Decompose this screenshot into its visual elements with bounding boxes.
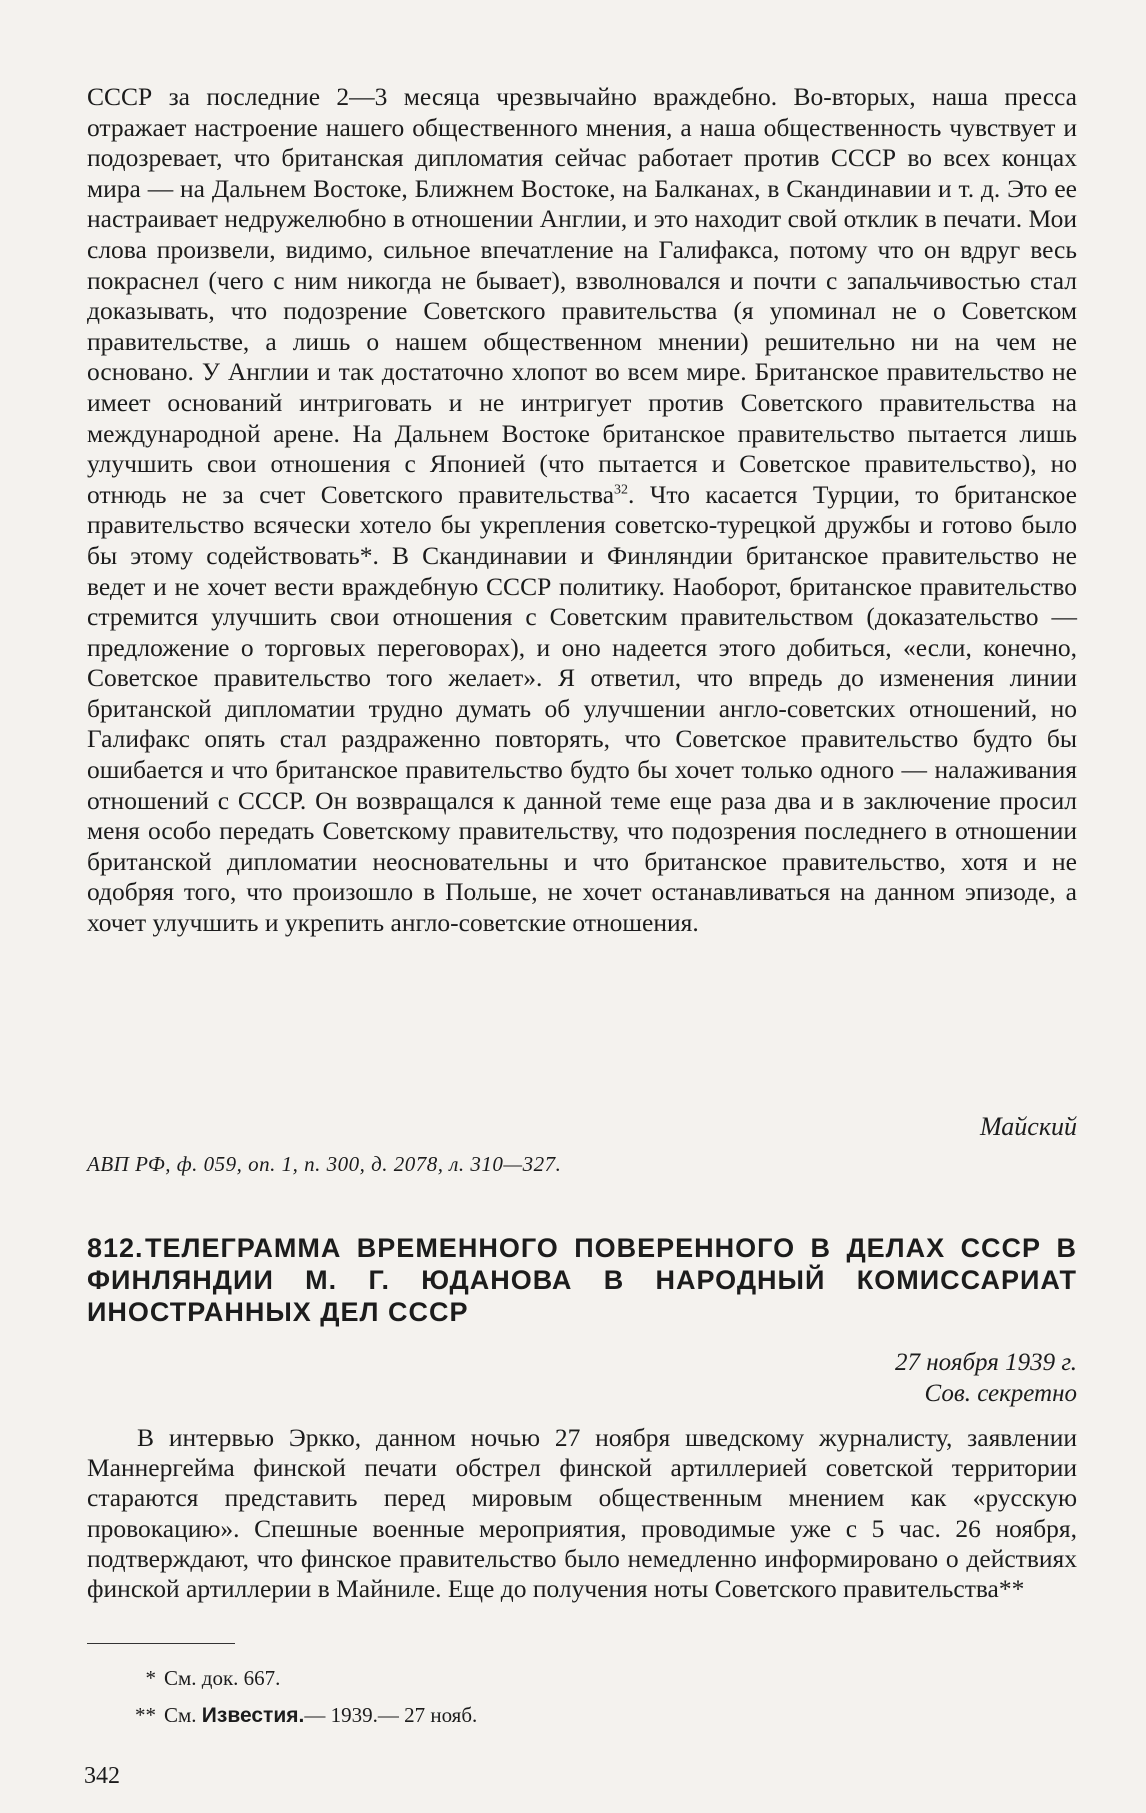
- footnote-source: Известия.: [201, 1704, 305, 1727]
- document-classification: Сов. секретно: [924, 1380, 1077, 1407]
- document-title: ТЕЛЕГРАММА ВРЕМЕННОГО ПОВЕРЕННОГО В ДЕЛАХ СССР В ФИНЛЯНДИИ М. Г. ЮДАНОВА В НАРОДНЫЙ КОМИССАРИАТ ИНОСТРАННЫХ ДЕЛ СССР: [87, 1233, 1077, 1327]
- footnote-2: [120, 1697, 477, 1734]
- footnote-prefix: См.: [164, 1703, 202, 1727]
- document-number: 812.: [87, 1233, 144, 1263]
- telegram-paragraph: В интервью Эркко, данном ночью 27 ноября шведскому журналисту, заявлении Маннергейма финской печати обстрел финской артиллерией советской территории стараются представить перед мировым общественным мнением как «русскую провокацию». Спешные военные мероприятия, проводимые уже с 5 час. 26 ноября, подтверждают, что финское правительство было немедленно информировано о действиях финской артиллерии в Майниле. Еще до получения ноты Советского правительства**: [87, 1423, 1077, 1604]
- telegram-text: [87, 1423, 1077, 1604]
- paragraph-text-part1: СССР за последние 2—3 месяца чрезвычайно враждебно. Во-вторых, наша пресса отражает настроение нашего общественного мнения, а наша общественность чувствует и подозревает, что британская дипломатия сейчас работает против СССР во всех концах мира — на Дальнем Востоке, Ближнем Востоке, на Балканах, в Скандинавии и т. д. Это ее настраивает недружелюбно в отношении Англии, и это находит свой отклик в печати. Мои слова произвели, видимо, сильное впечатление на Галифакса, потому что он вдруг весь покраснел (чего с ним никогда не бывает), взволновался и почти с запальчивостью стал доказывать, что подозрение Советского правительства (я упоминал не о Советском правительстве, а лишь о нашем общественном мнении) решительно ни на чем не основано. У Англии и так достаточно хлопот во всем мире. Британское правительство не имеет оснований интриговать и не интригует против Советского правительства на международной арене. На Дальнем Востоке британское правительство пытается лишь улучшить свои отношения с Японией (что пытается и Советское правительство), но отнюдь не за счет Советского правительства: [87, 82, 1077, 509]
- footnote-suffix: — 1939.— 27 нояб.: [304, 1703, 478, 1727]
- body-paragraph: [87, 82, 1077, 939]
- document-date: 27 ноября 1939 г.: [895, 1349, 1077, 1376]
- signature: Майский: [980, 1112, 1077, 1141]
- main-text: [87, 82, 1077, 939]
- document-date-block: [895, 1347, 1077, 1409]
- document-heading: [87, 1232, 1077, 1328]
- endnote-reference[interactable]: 32: [614, 482, 629, 498]
- footnotes: [120, 1660, 477, 1734]
- footnote-1: [120, 1660, 477, 1697]
- footnote-mark: **: [135, 1703, 156, 1727]
- page-number: 342: [84, 1763, 120, 1789]
- footnote-divider: [87, 1643, 235, 1644]
- archive-reference: АВП РФ, ф. 059, оп. 1, п. 300, д. 2078, л. 310—327.: [87, 1152, 562, 1176]
- footnote-text: См. док. 667.: [164, 1666, 281, 1690]
- footnote-mark: *: [145, 1666, 156, 1690]
- paragraph-text-part2: . Что касается Турции, то британское правительство всячески хотело бы укрепления советско-турецкой дружбы и готово было бы этому содействовать*. В Скандинавии и Финляндии британское правительство не ведет и не хочет вести враждебную СССР политику. Наоборот, британское правительство стремится улучшить свои отношения с Советским правительством (доказательство — предложение о торговых переговорах), и оно надеется этого добиться, «если, конечно, Советское правительство того желает». Я ответил, что впредь до изменения линии британской дипломатии трудно думать об улучшении англо-советских отношений, но Галифакс опять стал раздраженно повторять, что Советское правительство будто бы ошибается и что британское правительство будто бы хочет только одного — налаживания отношений с СССР. Он возвращался к данной теме еще раза два и в заключение просил меня особо передать Советскому правительству, что подозрения последнего в отношении британской дипломатии неосновательны и что британское правительство, хотя и не одобряя того, что произошло в Польше, не хочет останавливаться на данном эпизоде, а хочет улучшить и укрепить англо-советские отношения.: [87, 479, 1078, 938]
